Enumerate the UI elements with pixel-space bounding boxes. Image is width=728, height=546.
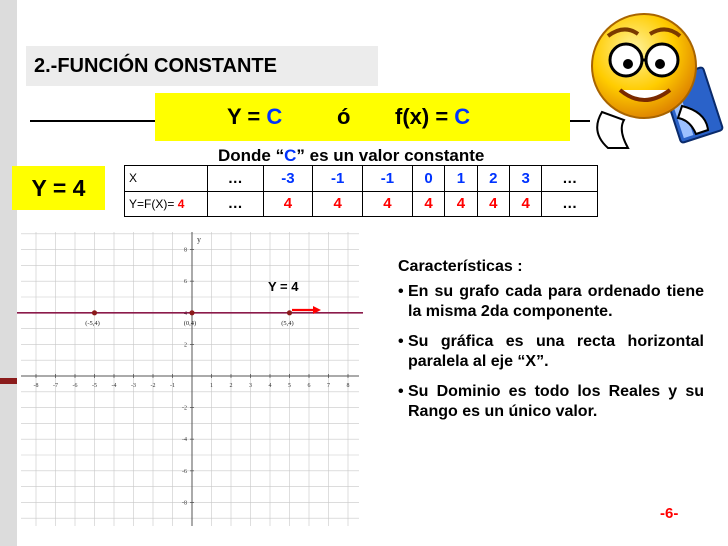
- fx-header-value: 4: [177, 196, 185, 211]
- feature-item: • Su gráfica es una recta horizontal paralela al eje “X”.: [398, 332, 704, 372]
- x-tick-label: -3: [131, 383, 136, 389]
- fx-header-prefix: Y=F(X)=: [129, 196, 178, 211]
- x-tick-label: -6: [72, 383, 78, 389]
- features-panel: [398, 258, 704, 432]
- page-number: -6-: [660, 505, 679, 522]
- y-cell: 4: [363, 191, 413, 217]
- line-label: Y = 4: [268, 279, 299, 294]
- formula-box: [155, 93, 570, 141]
- constant-function-graph: [17, 228, 363, 530]
- y-cell: 4: [263, 191, 313, 217]
- point-label: (5,4): [281, 319, 294, 327]
- x-tick-label: 5: [288, 383, 291, 389]
- features-heading: Características :: [398, 258, 523, 275]
- y-axis-label: y: [197, 235, 201, 244]
- y-tick-label: 6: [184, 279, 187, 286]
- x-tick-label: 6: [307, 383, 311, 389]
- x-tick-label: 1: [210, 383, 213, 389]
- x-tick-label: -2: [150, 383, 156, 389]
- point-label: (0,4): [183, 319, 197, 327]
- subtitle: [218, 146, 484, 166]
- table-row-fx: [125, 191, 598, 217]
- feature-item: • En su grafo cada para ordenado tiene la misma 2da componente.: [398, 282, 704, 322]
- smiley-teacher-icon: [578, 2, 724, 154]
- left-band: [0, 0, 17, 546]
- y-cell: 4: [445, 191, 477, 217]
- subtitle-prefix: Donde “: [218, 146, 285, 165]
- feature-item: • Su Dominio es todo los Reales y su Rango es un único valor.: [398, 382, 704, 422]
- formula-separator: ó: [337, 104, 351, 129]
- formula-left: [227, 93, 282, 141]
- formula-right-prefix: f(x) =: [395, 104, 455, 129]
- x-cell: 1: [445, 166, 477, 192]
- x-tick-label: 3: [249, 383, 252, 389]
- values-table: [124, 165, 598, 217]
- section-title: 2.-FUNCIÓN CONSTANTE: [26, 46, 378, 86]
- data-point: [92, 310, 97, 315]
- formula-left-const: C: [266, 104, 283, 129]
- y-cell: 4: [313, 191, 363, 217]
- x-tick-label: -4: [111, 383, 117, 389]
- example-label: Y = 4: [12, 166, 105, 210]
- x-tick-label: -8: [33, 383, 39, 389]
- left-band-stripe: [0, 378, 17, 384]
- y-tick-label: -4: [182, 437, 187, 444]
- y-tick-label: -6: [182, 468, 187, 475]
- y-cell: …: [208, 191, 264, 217]
- x-tick-label: -5: [92, 383, 97, 389]
- graph-background: [17, 228, 363, 530]
- x-tick-label: 7: [327, 383, 330, 389]
- x-cell: -3: [263, 166, 313, 192]
- data-point: [189, 310, 194, 315]
- point-label: (-5,4): [85, 319, 100, 327]
- x-tick-label: 8: [346, 383, 350, 389]
- y-cell: 4: [477, 191, 509, 217]
- table-row-x: [125, 166, 598, 192]
- x-cell: 0: [412, 166, 444, 192]
- x-header: X: [125, 166, 208, 192]
- subtitle-const: C: [284, 146, 297, 165]
- formula-right: [395, 93, 470, 141]
- y-cell: …: [542, 191, 598, 217]
- y-tick-label: -2: [182, 405, 187, 412]
- formula-left-prefix: Y =: [227, 104, 267, 129]
- x-tick-label: -1: [170, 383, 175, 389]
- fx-header: [125, 191, 208, 217]
- data-point: [287, 310, 292, 315]
- x-cell: …: [542, 166, 598, 192]
- subtitle-suffix: ” es un valor constante: [296, 146, 485, 165]
- x-cell: -1: [363, 166, 413, 192]
- y-tick-label: 2: [184, 342, 187, 349]
- y-tick-label: -8: [182, 500, 187, 507]
- x-cell: 2: [477, 166, 509, 192]
- x-cell: -1: [313, 166, 363, 192]
- x-tick-label: -7: [53, 383, 58, 389]
- y-cell: 4: [412, 191, 444, 217]
- formula-right-const: C: [454, 104, 471, 129]
- x-cell: …: [208, 166, 264, 192]
- x-tick-label: 2: [229, 383, 233, 389]
- x-tick-label: 4: [268, 383, 272, 389]
- x-cell: 3: [510, 166, 542, 192]
- y-tick-label: 4: [184, 310, 187, 317]
- y-cell: 4: [510, 191, 542, 217]
- y-tick-label: 8: [184, 247, 187, 254]
